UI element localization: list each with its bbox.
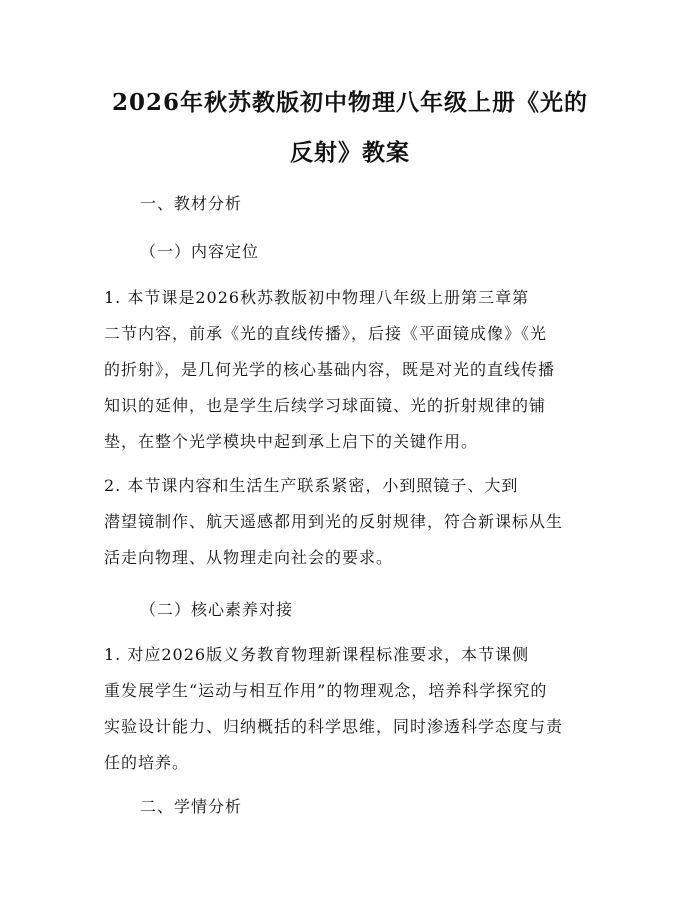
paragraph-content-positioning-1	[104, 280, 604, 460]
paragraph-line: 实验设计能力、归纳概括的科学思维，同时渗透科学态度与责	[104, 717, 564, 736]
paragraph-content-positioning-2	[104, 468, 604, 576]
paragraph-line: 的折射》，是几何光学的核心基础内容，既是对光的直线传播	[104, 360, 556, 379]
paragraph-line: 活走向物理、从物理走向社会的要求。	[104, 548, 394, 567]
paragraph-line: 2. 本节课内容和生活生产联系紧密，小到照镜子、大到	[104, 476, 519, 495]
paragraph-line: 1. 本节课是2026秋苏教版初中物理八年级上册第三章第	[104, 288, 530, 307]
section-heading-textbook-analysis: 一、教材分析	[140, 194, 243, 213]
paragraph-line: 二节内容，前承《光的直线传播》，后接《平面镜成像》《光	[104, 324, 548, 343]
paragraph-core-competencies-1	[104, 637, 604, 781]
document-title-line-2: 反射》教案	[290, 139, 410, 166]
paragraph-line: 潜望镜制作、航天遥感都用到光的反射规律，符合新课标从生	[104, 512, 564, 531]
document-title-line-1: 2026年秋苏教版初中物理八年级上册《光的	[111, 89, 588, 116]
section-heading-student-analysis: 二、学情分析	[140, 797, 243, 816]
paragraph-line: 任的培养。	[104, 753, 190, 772]
paragraph-line: 1. 对应2026版义务教育物理新课程标准要求，本节课侧	[104, 645, 530, 664]
subsection-heading-content-positioning: （一）内容定位	[140, 242, 260, 261]
paragraph-line: 垫，在整个光学模块中起到承上启下的关键作用。	[104, 432, 479, 451]
subsection-heading-core-competencies: （二）核心素养对接	[140, 600, 294, 619]
paragraph-line: 知识的延伸，也是学生后续学习球面镜、光的折射规律的铺	[104, 396, 547, 415]
paragraph-line: 重发展学生“运动与相互作用”的物理观念，培养科学探究的	[104, 681, 548, 700]
